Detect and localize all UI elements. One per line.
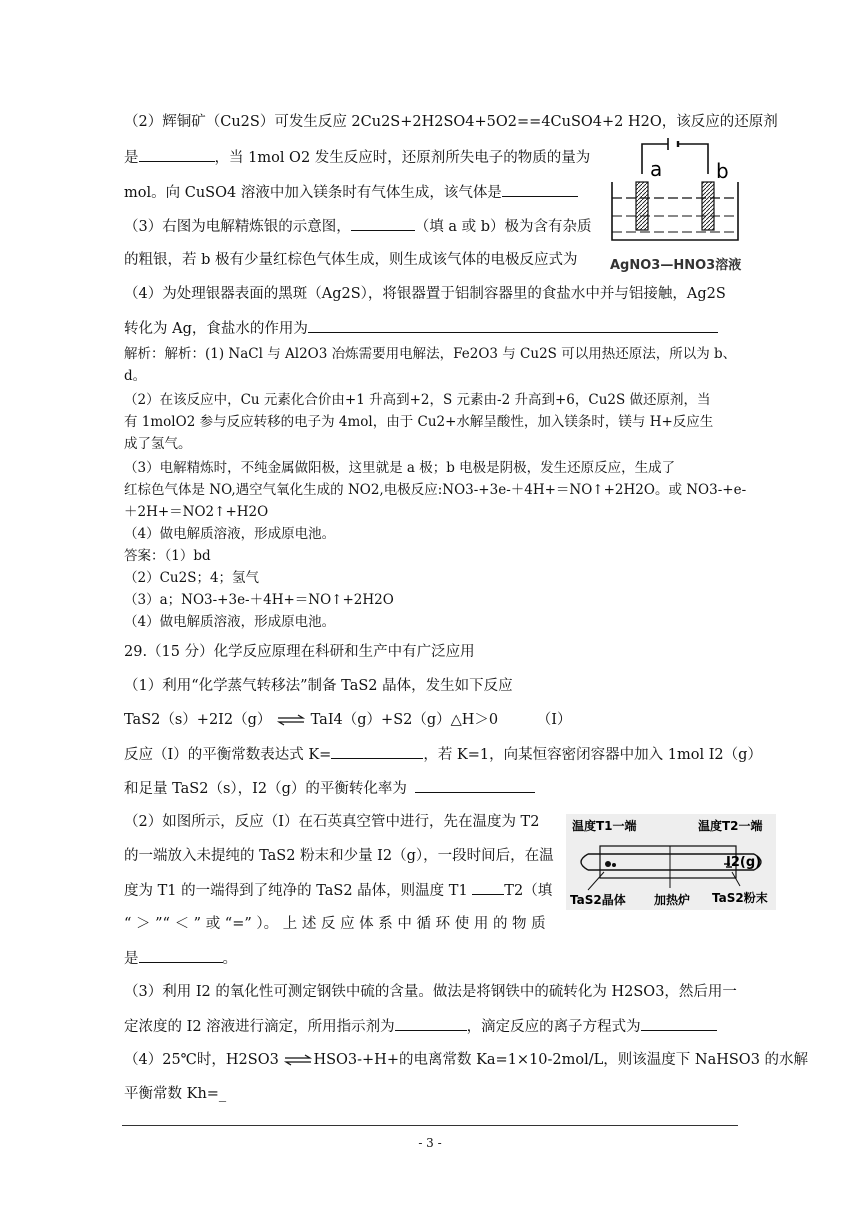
q2-line-3 xyxy=(124,182,578,203)
answer-line-2 xyxy=(124,568,259,588)
analysis-text-5: 成了氢气。 xyxy=(124,436,192,452)
q29-title-text: 29.（15 分）化学反应原理在科研和生产中有广泛应用 xyxy=(124,644,475,660)
blank-electrode xyxy=(351,216,415,231)
answer-text-4: （4）做电解质溶液，形成原电池。 xyxy=(124,614,336,630)
page-number: - 3 - xyxy=(418,1136,442,1150)
analysis-line-3 xyxy=(124,390,711,410)
analysis-line-4 xyxy=(124,412,713,432)
equilibrium-arrow-icon xyxy=(283,1054,313,1066)
label-crystal: TaS2晶体 xyxy=(570,893,626,907)
blank-reducing-agent xyxy=(139,147,215,162)
blank-temperature-compare xyxy=(472,880,504,895)
q29-p2-text-2: 的一端放入未提纯的 TaS2 粉末和少量 I2（g），一段时间后，在温 xyxy=(124,848,554,864)
answer-line-1 xyxy=(124,546,211,566)
analysis-line-9 xyxy=(124,524,335,544)
blank-k-expression xyxy=(331,744,423,759)
analysis-line-2 xyxy=(124,366,146,386)
electrode-b xyxy=(702,182,714,230)
analysis-line-1 xyxy=(124,344,736,364)
q29-p1b xyxy=(124,744,762,765)
blank-salt-water-role xyxy=(308,318,718,333)
analysis-text-2: d。 xyxy=(124,368,147,384)
crystal-dot xyxy=(605,861,611,867)
label-powder: TaS2粉末 xyxy=(712,891,768,905)
q29-p4-line-2 xyxy=(124,1084,226,1104)
q4-line-1 xyxy=(124,284,726,304)
q29-p3-text-2b: ，滴定反应的离子方程式为 xyxy=(466,1019,641,1035)
q3-text-1b: （填 a 或 b）极为含有杂质 xyxy=(414,219,592,235)
analysis-text-9: （4）做电解质溶液，形成原电池。 xyxy=(124,526,336,542)
answer-text-1: 答案：（1）bd xyxy=(124,548,211,564)
label-i2-gas: I2(g) xyxy=(726,855,762,870)
q29-p3-text-2a: 定浓度的 I2 溶液进行滴定，所用指示剂为 xyxy=(124,1019,395,1035)
analysis-line-6 xyxy=(124,458,675,478)
q2-text-3: mol。向 CuSO4 溶液中加入镁条时有气体生成，该气体是 xyxy=(124,185,502,201)
q29-p1b-text-b: ，若 K=1，向某恒容密闭容器中加入 1mol I2（g） xyxy=(423,747,762,763)
analysis-text-1: 解析：解析：(1) NaCl 与 Al2O3 冶炼需要用电解法，Fe2O3 与 Cu2S 可以用热还原法，所以为 b、 xyxy=(124,346,737,362)
q29-p1c-text: 和足量 TaS2（s），I2（g）的平衡转化率为 xyxy=(124,781,407,797)
label-t1-end: 温度T1一端 xyxy=(572,819,637,833)
label-b: b xyxy=(716,159,729,183)
q29-p2-text-1: （2）如图所示，反应（I）在石英真空管中进行，先在温度为 T2 xyxy=(124,814,540,830)
equation-right: TaI4（g）+S2（g）△H＞0 xyxy=(310,712,499,728)
q4-line-2 xyxy=(124,318,718,339)
equation-tag: （I） xyxy=(536,712,572,728)
q29-p1 xyxy=(124,676,513,696)
blank-indicator xyxy=(395,1016,467,1031)
crystal-dot xyxy=(612,863,616,867)
analysis-text-8: ＋2H+＝NO2↑+H2O xyxy=(124,504,269,520)
q29-p2-line-2 xyxy=(124,846,554,866)
q29-title xyxy=(124,642,475,662)
beaker xyxy=(612,182,738,240)
analysis-line-5 xyxy=(124,434,192,454)
q29-p1-text: （1）利用“化学蒸气转移法”制备 TaS2 晶体，发生如下反应 xyxy=(124,678,513,694)
q29-p1c xyxy=(124,778,535,799)
footer-rule xyxy=(122,1125,738,1126)
answer-text-3: （3）a；NO3-+3e-＋4H+＝NO↑+2H2O xyxy=(124,592,394,608)
equation-left: TaS2（s）+2I2（g） xyxy=(124,712,272,728)
q29-p1b-text-a: 反应（I）的平衡常数表达式 K= xyxy=(124,747,332,763)
q29-p4-text-1b: HSO3-+H+的电离常数 Ka=1×10-2mol/L，则该温度下 NaHSO3 的水解 xyxy=(313,1052,809,1068)
answer-line-3 xyxy=(124,590,394,610)
q3-line-2 xyxy=(124,250,578,270)
analysis-line-7 xyxy=(124,480,746,500)
q29-p2-text-4: “ ＞ ”“ ＜ ” 或 “=” ）。 上 述 反 应 体 系 中 循 环 使 用 的 物 质 xyxy=(124,916,546,932)
answer-text-2: （2）Cu2S；4；氢气 xyxy=(124,570,260,586)
q29-p4-text-1a: （4）25℃时，H2SO3 xyxy=(124,1052,279,1068)
q3-text-1a: （3）右图为电解精炼银的示意图， xyxy=(124,219,351,235)
quartz-tube-diagram xyxy=(566,814,776,910)
analysis-line-8 xyxy=(124,502,268,522)
label-a: a xyxy=(650,157,663,181)
q29-equation xyxy=(124,710,572,730)
q2-text-2b: ，当 1mol O2 发生反应时，还原剂所失电子的物质的量为 xyxy=(214,150,591,166)
blank-ionic-equation xyxy=(641,1016,717,1031)
q29-p2-text-5b: 。 xyxy=(222,951,237,967)
analysis-text-3: （2）在该反应中，Cu 元素化合价由+1 升高到+2，S 元素由-2 升高到+6，Cu2S 做还原剂，当 xyxy=(124,392,711,408)
q4-text-1: （4）为处理银器表面的黑斑（Ag2S），将银器置于铝制容器里的食盐水中并与铝接触，Ag2S xyxy=(124,286,726,302)
q29-p2-text-3a: 度为 T1 的一端得到了纯净的 TaS2 晶体，则温度 T1 xyxy=(124,883,473,899)
q29-p4-line-1 xyxy=(124,1050,808,1070)
q29-p2-line-4 xyxy=(124,914,546,934)
q29-p2-text-3b: T2（填 xyxy=(504,883,553,899)
q2-text-2a: 是 xyxy=(124,150,139,166)
blank-recycled-substance xyxy=(139,948,223,963)
analysis-text-6: （3）电解精炼时，不纯金属做阳极，这里就是 a 极；b 电极是阴极，发生还原反应，生成了 xyxy=(124,460,676,476)
q29-p2-line-5 xyxy=(124,948,237,969)
q29-p2-line-1 xyxy=(124,812,539,832)
blank-gas xyxy=(502,182,578,197)
q29-p4-text-2: 平衡常数 Kh=_ xyxy=(124,1086,227,1102)
q3-line-1 xyxy=(124,216,592,237)
figure-caption: AgNO3—HNO3溶液 xyxy=(610,258,742,273)
label-t2-end: 温度T2一端 xyxy=(698,819,763,833)
label-furnace: 加热炉 xyxy=(654,893,691,907)
electrode-a xyxy=(636,182,648,230)
q2-text-1: （2）辉铜矿（Cu2S）可发生反应 2Cu2S+2H2SO4+5O2==4CuSO4+2 H2O，该反应的还原剂 xyxy=(124,114,778,130)
q3-text-2: 的粗银，若 b 极有少量红棕色气体生成，则生成该气体的电极反应式为 xyxy=(124,252,578,268)
q2-line-1 xyxy=(124,112,778,132)
equilibrium-arrow-icon xyxy=(276,714,306,726)
q29-p2-text-5a: 是 xyxy=(124,951,139,967)
q29-p3-line-2 xyxy=(124,1016,717,1037)
q29-p3-line-1 xyxy=(124,982,737,1002)
q2-line-2 xyxy=(124,147,590,168)
electrolysis-diagram xyxy=(598,136,750,276)
analysis-text-7: 红棕色气体是 NO,遇空气氧化生成的 NO2,电极反应:NO3-+3e-＋4H+＝NO↑+2H2O。或 NO3-+e- xyxy=(124,482,747,498)
q29-p3-text-1: （3）利用 I2 的氧化性可测定钢铁中硫的含量。做法是将钢铁中的硫转化为 H2SO3，然后用一 xyxy=(124,984,737,1000)
blank-conversion-rate xyxy=(415,778,535,793)
answer-line-4 xyxy=(124,612,335,632)
q29-p2-line-3 xyxy=(124,880,552,901)
q4-text-2: 转化为 Ag，食盐水的作用为 xyxy=(124,321,308,337)
analysis-text-4: 有 1molO2 参与反应转移的电子为 4mol，由于 Cu2+水解呈酸性，加入镁条时，镁与 H+反应生 xyxy=(124,414,714,430)
